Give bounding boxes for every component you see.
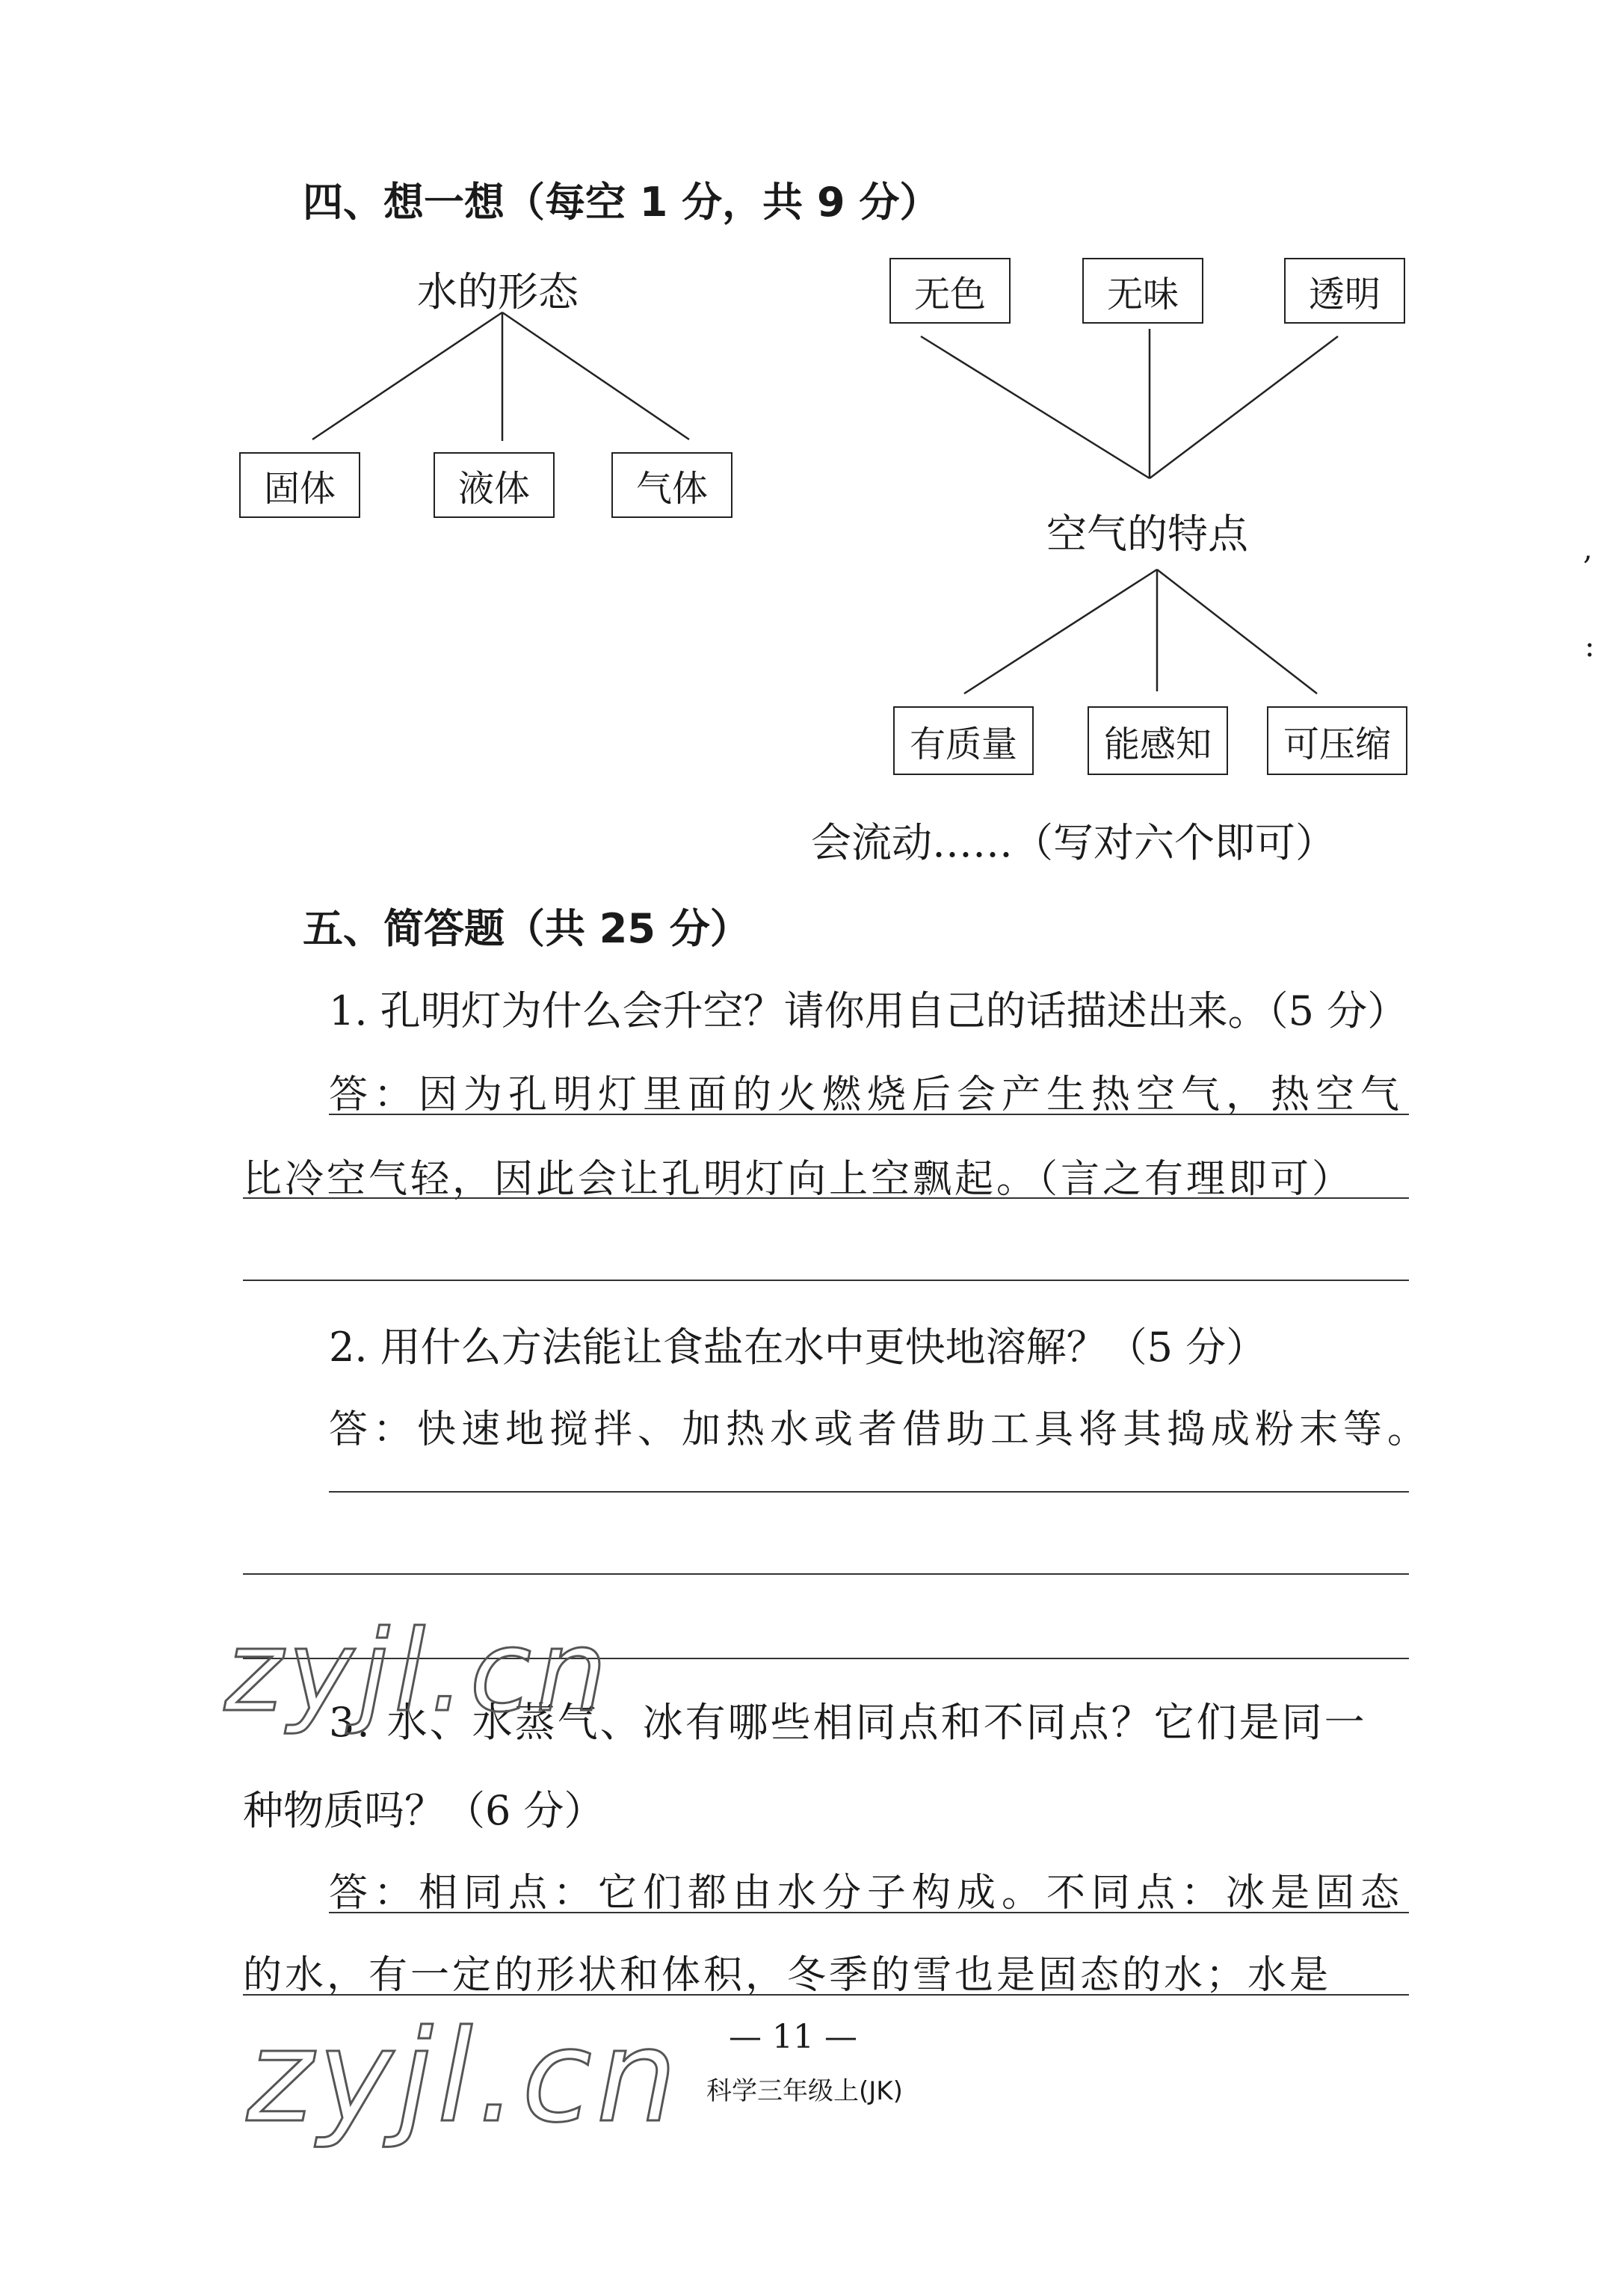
water-forms-label: 水的形态 (417, 268, 579, 315)
connector-line (1150, 336, 1338, 478)
watermark: zyjl.cn (247, 2003, 682, 2151)
watermark: zyjl.cn (224, 1607, 612, 1737)
q3-text-line-1: 3. 水、水蒸气、冰有哪些相同点和不同点？它们是同一 (329, 1699, 1367, 1746)
margin-mark: , (1583, 532, 1593, 567)
margin-mark: : (1585, 629, 1595, 664)
air-perceivable-box: 能感知 (1088, 706, 1228, 775)
q1-answer-line-1: 答：因为孔明灯里面的火燃烧后会产生热空气，热空气 (329, 1073, 1406, 1117)
book-title: 科学三年级上(JK) (706, 2076, 903, 2106)
connector-line (1157, 570, 1317, 694)
answer-rule (243, 1994, 1409, 1996)
water-solid-box: 固体 (239, 452, 360, 518)
air-compressible-box: 可压缩 (1267, 706, 1407, 775)
water-gas-box: 气体 (611, 452, 732, 518)
air-features-label: 空气的特点 (1046, 510, 1248, 558)
q2-text: 2. 用什么方法能让食盐在水中更快地溶解？（5 分） (329, 1324, 1267, 1371)
q2-answer-line-1: 答：快速地搅拌、加热水或者借助工具将其捣成粉末等。 (329, 1407, 1432, 1452)
air-mass-box: 有质量 (893, 706, 1034, 775)
connector-line (921, 336, 1150, 478)
air-transparent-box: 透明 (1284, 258, 1405, 324)
connector-line (502, 312, 689, 439)
answer-rule (329, 1912, 1409, 1913)
answer-rule (329, 1491, 1409, 1493)
q1-text: 1. 孔明灯为什么会升空？请你用自己的话描述出来。（5 分） (329, 987, 1408, 1034)
answer-rule (243, 1573, 1409, 1575)
section4-title: 四、想一想（每空 1 分，共 9 分） (303, 179, 940, 226)
air-colorless-box: 无色 (889, 258, 1011, 324)
connector-line (964, 570, 1157, 694)
connector-line (312, 312, 502, 439)
section5-title: 五、简答题（共 25 分） (303, 905, 750, 952)
answer-rule (243, 1197, 1409, 1199)
q3-text-line-2: 种物质吗？（6 分） (243, 1787, 605, 1834)
air-odorless-box: 无味 (1082, 258, 1203, 324)
page-number: — 11 — (729, 2018, 857, 2056)
air-extra-note: 会流动……（写对六个即可） (811, 819, 1336, 866)
water-liquid-box: 液体 (434, 452, 555, 518)
q3-answer-line-2: 的水，有一定的形状和体积，冬季的雪也是固态的水；水是 (243, 1953, 1332, 1998)
q1-answer-line-2: 比冷空气轻，因此会让孔明灯向上空飘起。（言之有理即可） (243, 1157, 1354, 1202)
q3-answer-line-1: 答：相同点：它们都由水分子构成。不同点：冰是固态 (329, 1871, 1406, 1916)
answer-rule (243, 1280, 1409, 1281)
answer-rule (329, 1114, 1409, 1115)
